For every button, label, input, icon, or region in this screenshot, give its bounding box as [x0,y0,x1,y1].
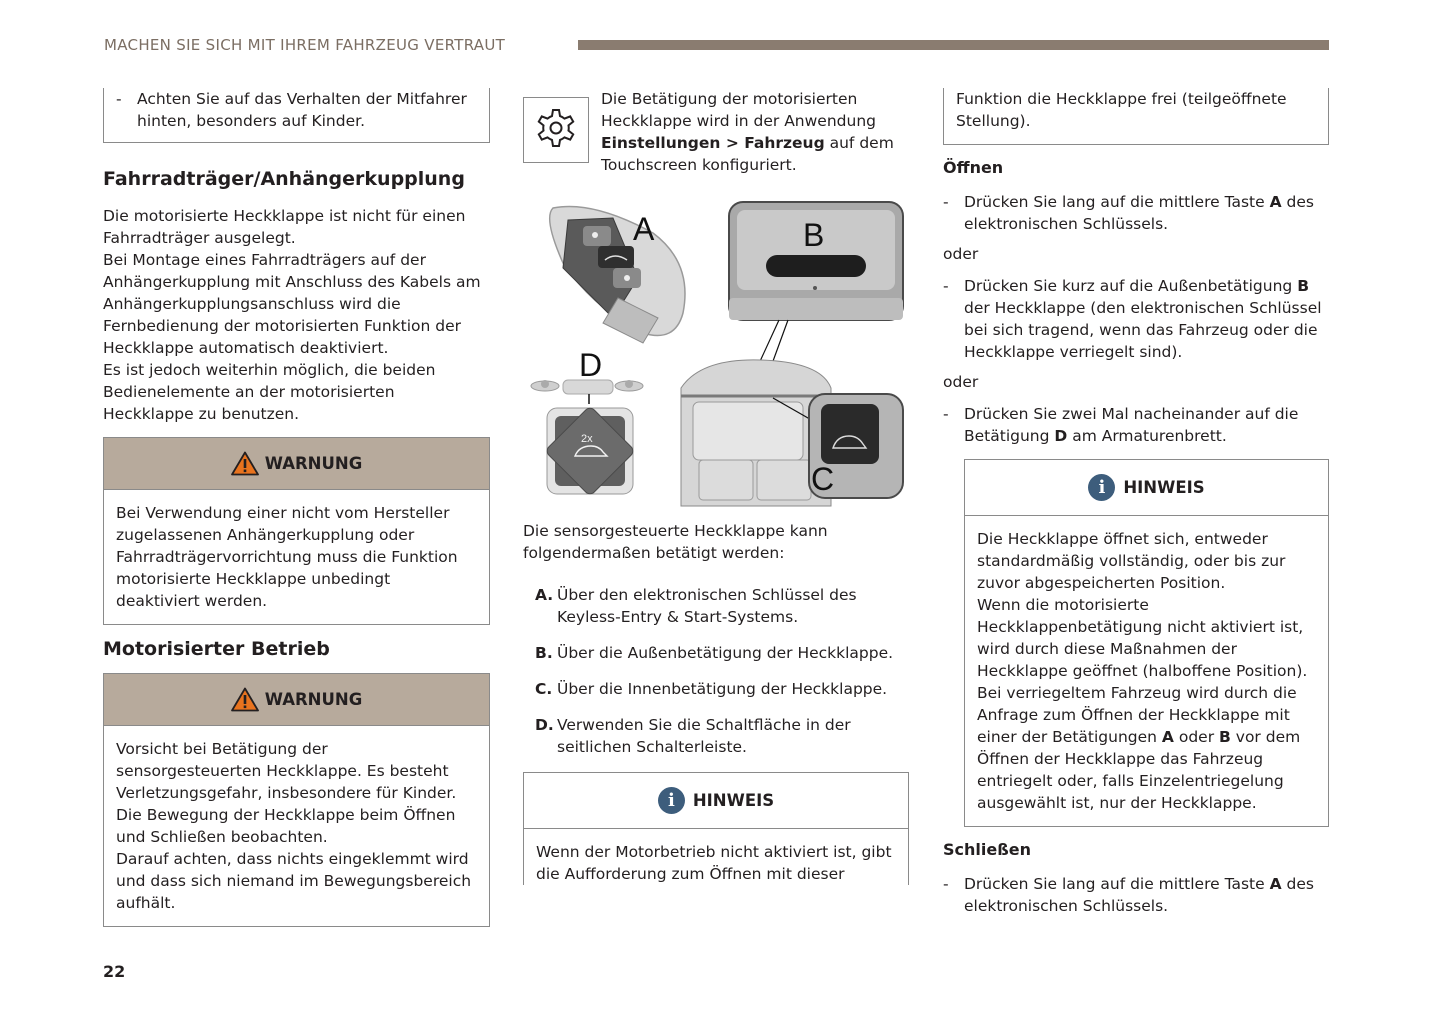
warning-box [103,437,490,625]
warning-label: WARNUNG [264,453,363,473]
warning-header [104,438,489,490]
note-box [964,459,1329,827]
dash-item: - Drücken Sie kurz auf die Außenbetätigung B der Heckklappe (den elektronischen Schlüssel bei sich tragend, wenn das Fahrzeug oder die Heckklappe verriegelt sind). [943,277,1322,361]
figure-label-c: C [811,461,835,497]
running-header: MACHEN SIE SICH MIT IHREM FAHRZEUG VERTRAUT [104,36,506,54]
gear-icon [533,107,579,153]
note-label: HINWEIS [692,790,775,810]
dash-item: - Drücken Sie lang auf die mittlere Taste A des elektronischen Schlüssels. [943,875,1314,915]
column-2 [523,88,909,885]
note-box [523,772,909,885]
tailgate-controls-figure [523,198,909,508]
dash-item: - Drücken Sie zwei Mal nacheinander auf die Betätigung D am Armaturenbrett. [943,405,1299,445]
warning-box [103,673,490,927]
subheading-close: Schließen [943,840,1031,859]
list-item: C. Über die Innenbetätigung der Heckklappe. [535,680,888,698]
column-1 [103,88,490,927]
section-heading-bike-rack: Fahrradträger/Anhängerkupplung [103,168,465,190]
section-heading-motor: Motorisierter Betrieb [103,638,330,660]
figure-label-b: B [803,217,825,253]
warning-label: WARNUNG [264,689,363,709]
info-icon: i [1088,474,1115,501]
or-text: oder [943,245,979,263]
list-item: D. Verwenden Sie die Schaltfläche in der seitlichen Schalterleiste. [535,716,851,756]
figure-label-d: D [579,347,603,383]
dash-item: - Achten Sie auf das Verhalten der Mitfahrer hinten, besonders auf Kinder. [116,90,467,130]
subheading-open: Öffnen [943,158,1004,177]
operation-list [523,584,909,758]
paragraph: Es ist jedoch weiterhin möglich, die beiden Bedienelemente an der motorisierten Heckklappe zu benutzen. [103,361,436,423]
note-text: Wenn der Motorbetrieb nicht aktiviert ist, gibt die Aufforderung zum Öffnen mit dieser [536,843,892,883]
note-header [524,773,908,829]
list-item: A. Über den elektronischen Schlüssel des Keyless-Entry & Start-Systems. [535,586,857,626]
paragraph: Bei Montage eines Fahrradträgers auf der Anhängerkupplung mit Anschluss des Kabels am Anhängerkupplungsanschluss wird die Fernbedienung der motorisierten Funktion der Heckklappe automatisch deaktiviert. [103,251,481,357]
dash-item: - Drücken Sie lang auf die mittlere Taste A des elektronischen Schlüssels. [943,193,1314,233]
note-header [965,460,1328,516]
settings-hint: Die Betätigung der motorisierten Heckklappe wird in der Anwendung Einstellungen > Fahrzeug auf dem Touchscreen konfiguriert. [523,88,909,176]
or-text: oder [943,373,979,391]
warning-text: Vorsicht bei Betätigung der sensorgesteuerten Heckklappe. Es besteht Verletzungsgefahr, insbesondere für Kinder. Die Bewegung der Heckklappe beim Öffnen und Schließen beobachten. Darauf achten, dass nichts eingeklemmt wird und dass sich niemand im Bewegungsbereich aufhält. [116,740,472,912]
page-number: 22 [103,962,126,981]
column-3 [943,88,1329,917]
button-2x-label: 2x [581,433,593,445]
note-label: HINWEIS [1123,477,1205,497]
warning-triangle-icon [231,451,259,476]
list-item: B. Über die Außenbetätigung der Heckklappe. [535,644,894,662]
continued-box [103,88,490,143]
warning-header [104,674,489,726]
continued-box: Funktion die Heckklappe frei (teilgeöffnete Stellung). [943,88,1329,145]
warning-text: Bei Verwendung einer nicht vom Hersteller zugelassenen Anhängerkupplung oder Fahrradträgervorrichtung muss die Funktion motorisierte Heckklappe unbedingt deaktiviert werden. [116,504,458,610]
note-text: Die Heckklappe öffnet sich, entweder standardmäßig vollständig, oder bis zur zuvor abgespeicherten Position. Wenn die motorisierte Heckklappenbetätigung nicht aktiviert ist, wird durch diese Maßnahmen der Heckklappe geöffnet (halboffene Position). Bei verriegeltem Fahrzeug wird durch die Anfrage zum Öffnen der Heckklappe mit einer der Betätigungen A oder B vor dem Öffnen der Heckklappe das Fahrzeug entriegelt oder, falls Einzelentriegelung ausgewählt ist, nur der Heckklappe. [977,530,1308,812]
list-intro: Die sensorgesteuerte Heckklappe kann folgendermaßen betätigt werden: [523,522,828,562]
header-bar [578,40,1329,50]
figure-label-a: A [633,211,655,247]
key-fob-illustration [550,206,685,343]
info-icon: i [658,787,685,814]
warning-triangle-icon [231,687,259,712]
settings-gear-box [523,97,589,163]
paragraph: Die motorisierte Heckklappe ist nicht für einen Fahrradträger ausgelegt. [103,207,466,247]
